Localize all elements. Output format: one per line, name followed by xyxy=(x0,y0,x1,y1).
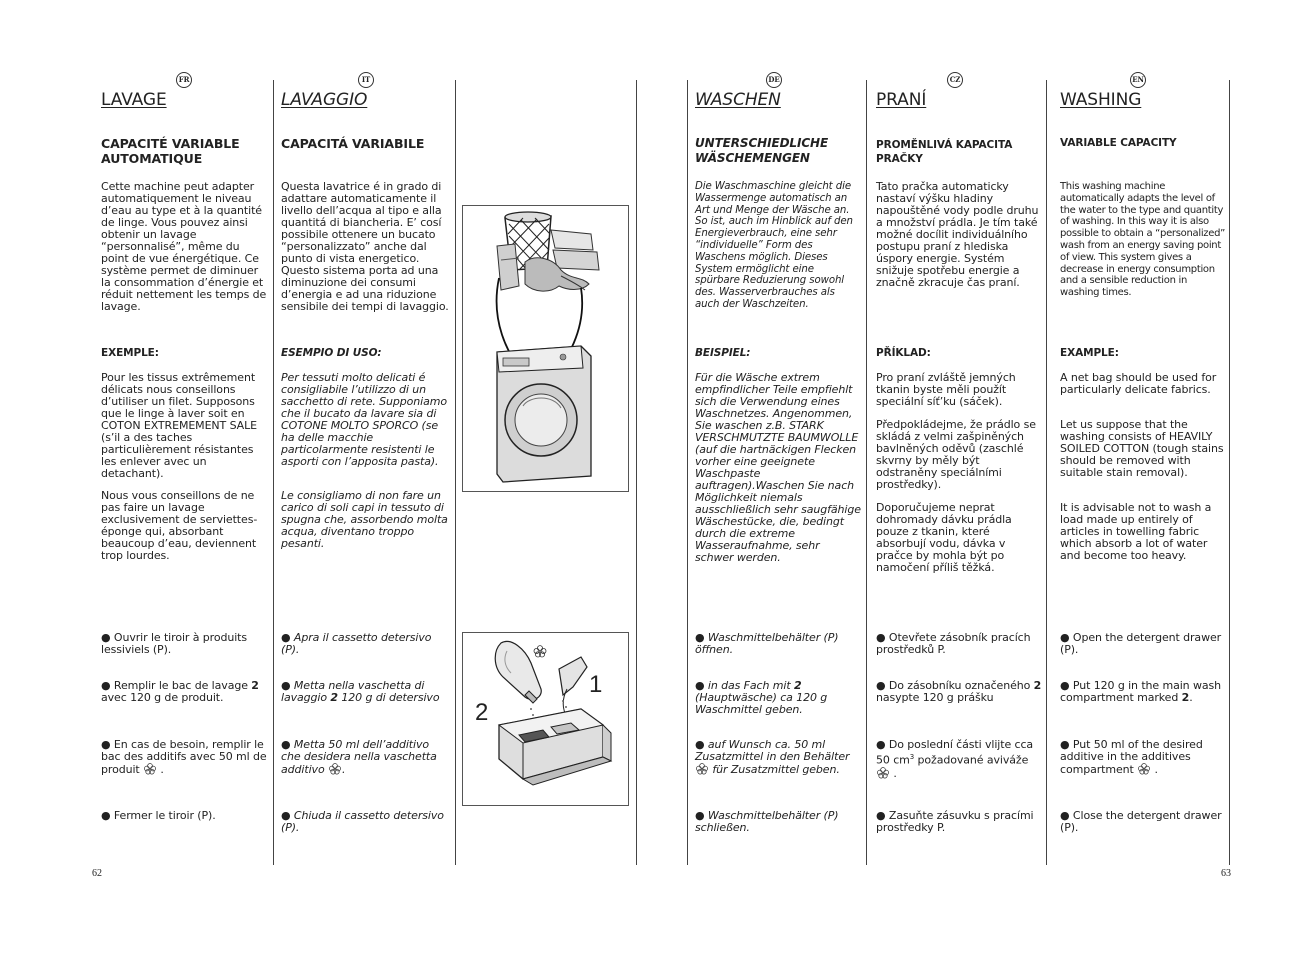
softener-icon xyxy=(328,763,342,775)
column-divider xyxy=(1229,80,1230,865)
softener-icon xyxy=(143,763,157,775)
illustration-laundry-machine xyxy=(462,205,629,492)
illustration-detergent-drawer xyxy=(462,632,629,806)
page-number-right: 63 xyxy=(1221,868,1231,879)
intro-paragraph: Cette machine peut adapter automatiquement le niveau d’eau au type et à la quantité de linge. Vous pouvez ainsi obtenir un lavage “personnalisé”, même du point de vue énergétique. Ce système permet de diminuer la consommation d’énergie et réduit nettement les temps de lavage. xyxy=(101,180,267,313)
softener-icon xyxy=(695,763,709,775)
intro-paragraph: Tato pračka automaticky nastaví výšku hladiny napouštěné vody podle druhu a množství prádla. Je tím také možné docílit individuálního postupu praní z hlediska úspory energie. Systém snižuje spotřebu energie a značně zkracuje čas praní. xyxy=(876,180,1039,289)
section-title: WASHING xyxy=(1060,90,1142,110)
softener-icon xyxy=(876,767,890,779)
language-badge-de: DE xyxy=(766,72,782,88)
example-paragraph: Předpokládejme, že prádlo se skládá z velmi zašpiněných bavlněných oděvů (zaschlé skvrny by měly být odstraněny speciálními prostředky). xyxy=(876,418,1036,491)
step-add-additive: ● Put 50 ml of the desired additive in the additives compartment . xyxy=(1060,739,1226,776)
step-close-drawer: ● Fermer le tiroir (P). xyxy=(101,810,269,822)
column-divider xyxy=(687,80,688,865)
column-divider xyxy=(455,80,456,865)
section-title: WASCHEN xyxy=(695,90,781,110)
step-add-detergent: ● Metta nella vaschetta di lavaggio 2 120 g di detersivo xyxy=(281,680,451,704)
step-open-drawer: ● Apra il cassetto detersivo (P). xyxy=(281,632,451,656)
step-close-drawer: ● Waschmittelbehälter (P) schließen. xyxy=(695,810,861,834)
step-add-detergent: ● in das Fach mit 2 (Hauptwäsche) ca 120 g Waschmittel geben. xyxy=(695,680,861,716)
figure-label-2: 2 xyxy=(475,699,489,726)
step-open-drawer: ● Waschmittelbehälter (P) öffnen. xyxy=(695,632,861,656)
example-paragraph: Pour les tissus extrêmement délicats nous conseillons d’utiliser un filet. Supposons que le linge à laver soit en COTON EXTREMEMENT SALE (s’il a des taches particulièrement résistantes les enlever avec un detachant). xyxy=(101,371,257,480)
example-label: PŘÍKLAD: xyxy=(876,347,931,359)
section-title: LAVAGGIO xyxy=(281,90,368,110)
column-divider xyxy=(866,80,867,865)
step-close-drawer: ● Zasuňte zásuvku s pracími prostředky P. xyxy=(876,810,1042,834)
step-add-detergent: ● Do zásobníku označeného 2 nasypte 120 g prášku xyxy=(876,680,1042,704)
column-divider xyxy=(1046,80,1047,865)
section-subtitle: CAPACITÁ VARIABILE xyxy=(281,136,425,151)
column-divider xyxy=(636,80,637,865)
section-subtitle: PROMĚNLIVÁ KAPACITA PRAČKY xyxy=(876,139,1013,165)
example-label: ESEMPIO DI USO: xyxy=(281,347,382,359)
step-close-drawer: ● Chiuda il cassetto detersivo (P). xyxy=(281,810,451,834)
step-add-additive: ● auf Wunsch ca. 50 ml Zusatzmittel in den Behälter für Zusatzmittel geben. xyxy=(695,739,861,776)
example-label: EXEMPLE: xyxy=(101,347,159,359)
intro-paragraph: Die Waschmaschine gleicht die Wassermenge automatisch an Art und Menge der Wäsche an. So ist, auch im Hinblick auf den Energieverbrauch, eine sehr “individuelle” Form des Waschens möglich. Dieses System ermöglicht eine spürbare Reduzierung sowohl des. Wasserverbrauches als auch der Waschzeiten. xyxy=(695,181,853,310)
example-paragraph: Doporučujeme neprat dohromady dávku prádla pouze z tkanin, které absorbují vodu, dávka v pračce by mohla být po namočení příliš těžká. xyxy=(876,501,1012,574)
example-paragraph: Let us suppose that the washing consists of HEAVILY SOILED COTTON (tough stains should be removed with suitable stain removal). xyxy=(1060,418,1224,479)
example-paragraph: Für die Wäsche extrem empfindlicher Teile empfiehlt sich die Verwendung eines Waschnetzes. Angenommen, Sie waschen z.B. STARK VERSCHMUTZTE BAUMWOLLE (auf die hartnäckigen Flecken vorher eine geeignete Waschpaste auftragen).Waschen Sie nach Möglichkeit niemals ausschließlich sehr saugfähige Wäschestücke, die, bedingt durch die extreme Wasseraufnahme, sehr schwer werden. xyxy=(695,371,861,564)
step-add-additive: ● Do poslední části vlijte cca 50 $cm^3$ požadované aviváže . xyxy=(876,739,1042,780)
step-open-drawer: ● Ouvrir le tiroir à produits lessiviels (P). xyxy=(101,632,269,656)
page-number-left: 62 xyxy=(92,868,102,879)
section-title: PRANÍ xyxy=(876,90,927,110)
language-badge-cz: CZ xyxy=(947,72,963,88)
section-subtitle: CAPACITÉ VARIABLE AUTOMATIQUE xyxy=(101,136,240,166)
softener-icon xyxy=(1137,763,1151,775)
column-divider xyxy=(273,80,274,865)
step-add-additive: ● Metta 50 ml dell’additivo che desidera nella vaschetta additivo . xyxy=(281,739,451,776)
example-label: EXAMPLE: xyxy=(1060,347,1119,359)
step-add-detergent: ● Remplir le bac de lavage 2 avec 120 g de produit. xyxy=(101,680,269,704)
language-badge-fr: FR xyxy=(176,72,192,88)
example-paragraph: A net bag should be used for particularly delicate fabrics. xyxy=(1060,371,1217,396)
step-add-additive: ● En cas de besoin, remplir le bac des additifs avec 50 ml de produit . xyxy=(101,739,269,776)
example-paragraph: Nous vous conseillons de ne pas faire un lavage exclusivement de serviettes-éponge qui, absorbant beaucoup d’eau, deviennent trop lourdes. xyxy=(101,489,258,562)
section-subtitle: VARIABLE CAPACITY xyxy=(1060,137,1177,149)
step-open-drawer: ● Otevřete zásobník pracích prostředků P. xyxy=(876,632,1042,656)
step-open-drawer: ● Open the detergent drawer (P). xyxy=(1060,632,1226,656)
example-label: BEISPIEL: xyxy=(695,347,751,359)
example-paragraph: Per tessuti molto delicati é consigliabile l’utilizzo di un sacchetto di rete. Supponiamo che il bucato da lavare sia di COTONE MOLTO SPORCO (se ha delle macchie particolarmente resistenti le asporti con l’apposita pasta). xyxy=(281,371,448,468)
language-badge-it: IT xyxy=(358,72,374,88)
step-add-detergent: ● Put 120 g in the main wash compartment marked 2. xyxy=(1060,680,1226,704)
step-close-drawer: ● Close the detergent drawer (P). xyxy=(1060,810,1226,834)
intro-paragraph: This washing machine automatically adapts the level of the water to the type and quantity of washing. In this way it is also possible to obtain a “personalized” wash from an energy saving point of view. This system gives a decrease in energy consumption and a sensible reduction in washing times. xyxy=(1060,181,1226,299)
section-title: LAVAGE xyxy=(101,90,167,110)
intro-paragraph: Questa lavatrice é in grado di adattare automaticamente il livello dell’acqua al tipo e alla quantitá di biancheria. E’ cosí possibile ottenere un bucato “personalizzato” anche dal punto di vista energetico. Questo sistema porta ad una diminuzione dei consumi d’energia e ad una riduzione sensibile dei tempi di lavaggio. xyxy=(281,180,449,313)
figure-label-1: 1 xyxy=(589,671,603,698)
example-paragraph: It is advisable not to wash a load made up entirely of articles in towelling fabric which absorb a lot of water and become too heavy. xyxy=(1060,501,1212,562)
example-paragraph: Le consigliamo di non fare un carico di soli capi in tessuto di spugna che, assorbendo molta acqua, diventano troppo pesanti. xyxy=(281,489,448,550)
section-subtitle: UNTERSCHIEDLICHE WÄSCHEMENGEN xyxy=(695,136,829,165)
language-badge-en: EN xyxy=(1130,72,1146,88)
washing-machine-image xyxy=(463,206,628,491)
example-paragraph: Pro praní zvláště jemných tkanin byste měli použít speciální síť’ku (sáček). xyxy=(876,371,1016,408)
